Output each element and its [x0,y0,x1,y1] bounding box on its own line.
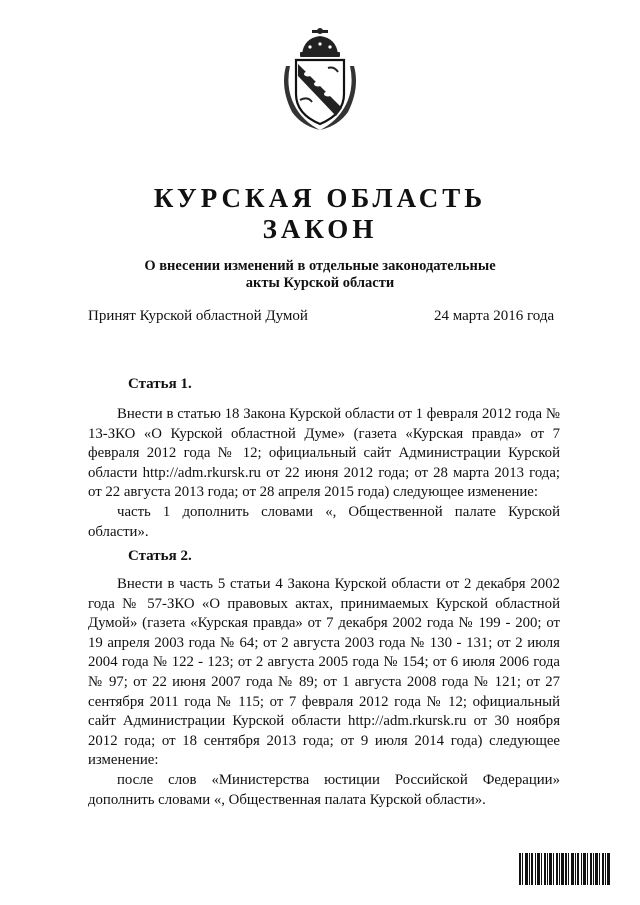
article-2-title: Статья 2. [128,548,192,564]
adoption-date: 24 марта 2016 года [434,308,555,324]
article-2-paragraph-1: Внести в часть 5 статьи 4 Закона Курской области от 2 декабря 2002 года № 57-ЗКО «О правовых актах, принимаемых Курской областной Думой» (газета «Курская правда» от 7 декабря 2002 года № 199 - 200; от 19 апреля 2003 года № 64; от 2 августа 2003 года № 130 - 131; от 2 июля 2004 года № 122 - 123; от 2 августа 2005 года № 154; от 6 июля 2006 года № 97; от 22 июня 2007 года № 89; от 1 августа 2008 года № 121; от 27 сентября 2011 года № 115; от 7 февраля 2012 года № 12; официальный сайт Администрации Курской области http://adm.rkursk.ru от 30 ноября 2012 года; от 18 сентября 2013 года; от 9 июля 2014 года) следующее изменение: [88,576,560,769]
article-2-body [88,575,560,810]
article-1-paragraph-2: часть 1 дополнить словами «, Общественной палате Курской области». [88,503,560,540]
law-subtitle-line-2: акты Курской области [245,275,395,291]
law-subtitle-line-1: О внесении изменений в отдельные законодательные [144,258,496,274]
document-type-title: ЗАКОН [262,214,378,244]
region-title: КУРСКАЯ ОБЛАСТЬ [153,183,487,213]
article-1-paragraph-1: Внести в статью 18 Закона Курской области от 1 февраля 2012 года № 13-ЗКО «О Курской областной Думе» (газета «Курская правда» от 7 февраля 2012 года № 12; официальный сайт Администрации Курской области http://adm.rkursk.ru от 22 июня 2012 года; от 28 марта 2013 года; от 22 августа 2013 года; от 28 апреля 2015 года) следующее изменение: [88,406,560,501]
article-2-paragraph-2: после слов «Министерства юстиции Российской Федерации» дополнить словами «, Общественная палата Курской области». [88,771,560,808]
adopted-by: Принят Курской областной Думой [88,308,308,324]
coat-of-arms-icon [278,28,362,132]
barcode-icon [519,853,611,885]
article-1-title: Статья 1. [128,376,192,392]
article-1-body [88,405,560,542]
